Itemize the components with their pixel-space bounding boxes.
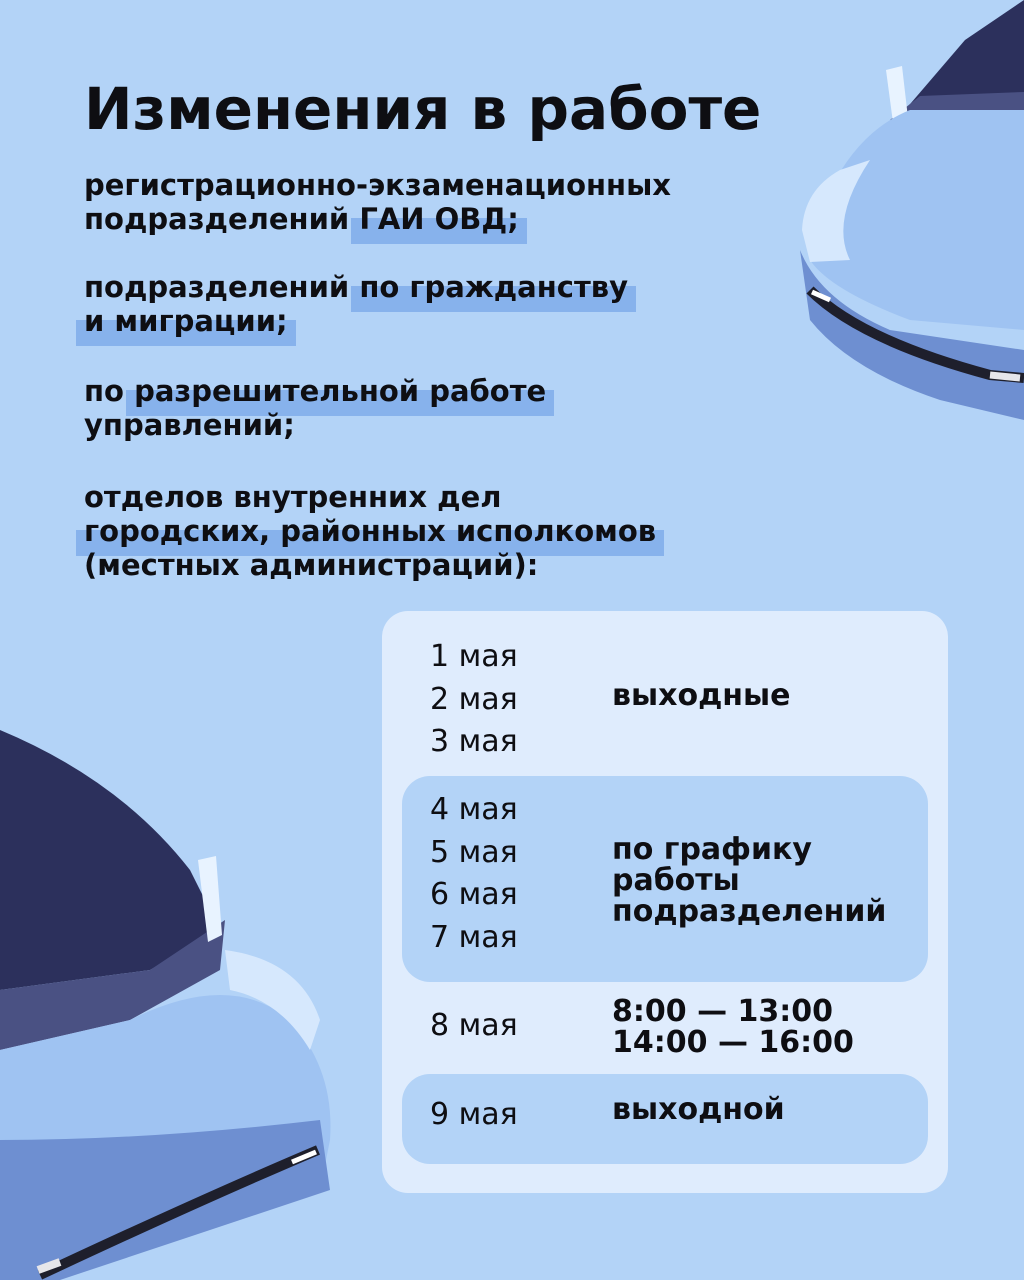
schedule-status — [612, 680, 791, 711]
date-label: 8 мая — [430, 1008, 518, 1043]
schedule-dates — [430, 789, 518, 960]
unit-text: подразделений — [84, 270, 360, 304]
status-line: выходные — [612, 678, 791, 713]
unit-line — [84, 270, 628, 304]
status-line: 8:00 — 13:00 — [612, 994, 834, 1029]
car-illustration-bottom-left — [0, 720, 340, 1280]
highlighted-text: по гражданству — [359, 270, 629, 304]
date-label: 3 мая — [430, 724, 518, 760]
schedule-row — [402, 623, 928, 773]
page-title: Изменения в работе — [84, 75, 762, 143]
unit-line: регистрационно-экзаменационных — [84, 168, 672, 202]
schedule-status — [612, 1094, 785, 1125]
status-line: выходной — [612, 1092, 785, 1127]
status-line: по графику — [612, 832, 812, 867]
unit-text: подразделений — [84, 202, 360, 236]
unit-line — [84, 374, 546, 408]
schedule-status — [612, 996, 854, 1058]
unit-section — [84, 480, 656, 582]
date-label: 2 мая — [430, 681, 518, 717]
date-label: 5 мая — [430, 834, 518, 870]
car-illustration-top-right — [790, 0, 1024, 440]
unit-section — [84, 270, 628, 338]
unit-section — [84, 374, 546, 442]
date-label: 6 мая — [430, 877, 518, 913]
unit-line: (местных администраций): — [84, 548, 539, 582]
highlighted-text: городских, районных исполкомов — [84, 514, 657, 548]
date-label: 1 мая — [430, 639, 518, 674]
schedule-dates — [430, 1094, 518, 1137]
schedule-row — [402, 776, 928, 982]
date-label: 7 мая — [430, 920, 518, 956]
highlighted-text: разрешительной работе — [134, 374, 547, 408]
schedule-status — [612, 834, 886, 927]
unit-section — [84, 168, 671, 236]
highlighted-text: ГАИ ОВД; — [359, 202, 519, 236]
date-label: 4 мая — [430, 792, 518, 827]
unit-line: управлений; — [84, 408, 295, 442]
status-line: подразделений — [612, 894, 887, 929]
schedule-row — [402, 985, 928, 1075]
status-line: работы — [612, 863, 740, 898]
schedule-dates — [430, 636, 518, 764]
unit-text: по — [84, 374, 135, 408]
status-line: 14:00 — 16:00 — [612, 1025, 854, 1060]
date-label: 9 мая — [430, 1097, 518, 1132]
unit-line — [84, 202, 671, 236]
unit-line — [84, 514, 656, 548]
schedule-panel — [382, 611, 948, 1193]
unit-line: отделов внутренних дел — [84, 480, 502, 514]
highlighted-text: и миграции; — [84, 304, 288, 338]
schedule-dates — [430, 1005, 518, 1048]
schedule-row — [402, 1074, 928, 1164]
unit-line — [84, 304, 628, 338]
